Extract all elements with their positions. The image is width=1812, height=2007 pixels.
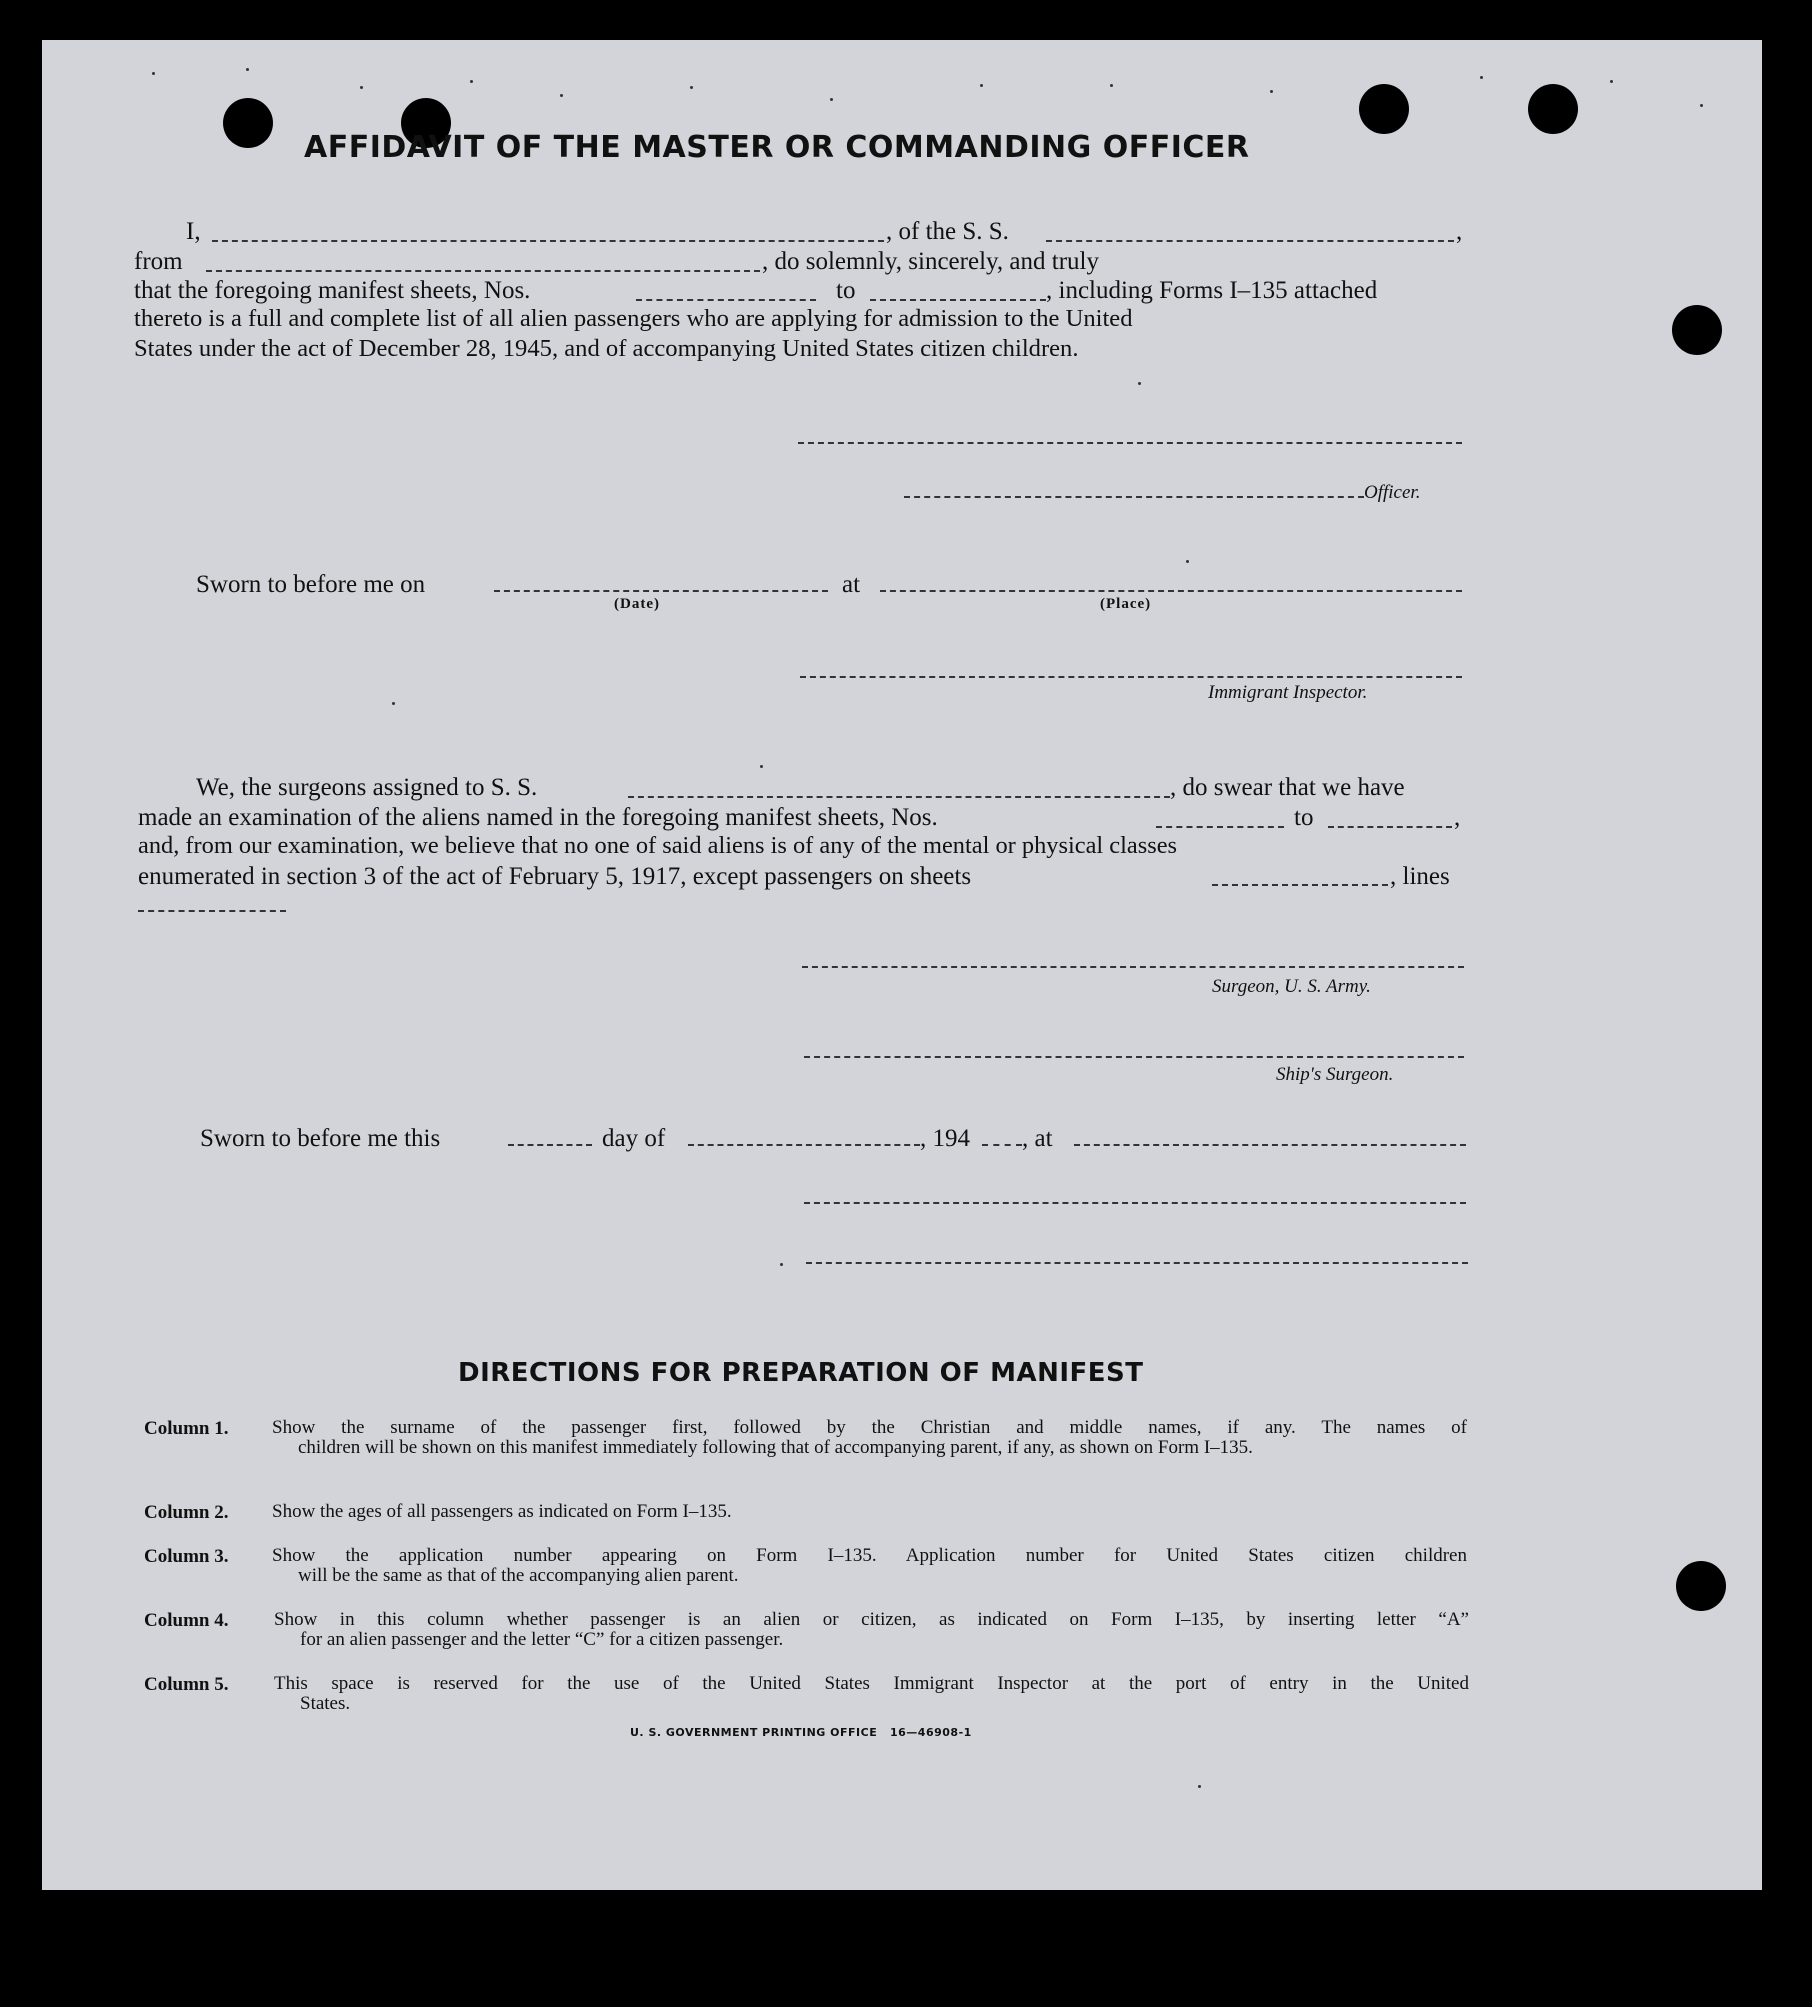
speck [830,98,833,101]
inspector-label: Immigrant Inspector. [1208,682,1368,703]
direction-column-label: Column 4. [144,1610,229,1631]
p1-line4: thereto is a full and complete list of all alien passengers who are applying for admission to the United [134,305,1133,332]
from-port-blank[interactable] [206,270,760,272]
speck [1198,1785,1201,1788]
speck [1270,90,1273,93]
army-surgeon-label: Surgeon, U. S. Army. [1212,976,1371,997]
speck [1700,104,1703,107]
army-surgeon-signature-line[interactable] [802,966,1464,968]
speck [1138,382,1141,385]
p1-i: I, [186,218,201,245]
punch-hole [1672,305,1722,355]
p1-of-ss: , of the S. S. [886,218,1009,245]
p1-line5: States under the act of December 28, 1945, and of accompanying United States citizen children. [134,335,1079,362]
sworn2-year-blank[interactable] [982,1144,1022,1146]
direction-continuation: for an alien passenger and the letter “C” for a citizen passenger. [300,1629,784,1650]
surg-l2a: made an examination of the aliens named in the foregoing manifest sheets, Nos. [138,804,938,831]
punch-hole [1359,84,1409,134]
speck [470,80,473,83]
except-sheets-blank[interactable] [1212,884,1388,886]
place-caption: (Place) [1100,596,1152,612]
ship-surgeon-label: Ship's Surgeon. [1276,1064,1394,1085]
surg-l2b: to [1294,804,1314,831]
master-signature-line[interactable] [798,442,1462,444]
direction-first-line: Show the ages of all passengers as indicated on Form I–135. [272,1501,732,1522]
speck [760,765,763,768]
direction-first-line: Show in this column whether passenger is an alien or citizen, as indicated on Form I–135, by inserting letter “A” [274,1609,1469,1630]
direction-column-text [272,1502,1467,1522]
sworn1-at: at [842,571,861,598]
inspector-signature-line[interactable] [800,676,1462,678]
sworn2-month-blank[interactable] [688,1144,920,1146]
punch-hole [1676,1561,1726,1611]
surg-l2c: , [1454,804,1461,831]
surg-l4a: enumerated in section 3 of the act of February 5, 1917, except passengers on sheets [138,863,972,890]
direction-column-text [272,1546,1467,1586]
speck [690,86,693,89]
sheets-from-blank[interactable] [636,299,816,301]
sworn-date-blank[interactable] [494,590,828,592]
surg-l1b: , do swear that we have [1170,774,1405,801]
officer-title-line[interactable] [904,496,1364,498]
direction-column-text [272,1418,1467,1458]
direction-column-label: Column 1. [144,1418,229,1439]
sworn2-day-blank[interactable] [508,1144,592,1146]
officer-label: Officer. [1364,482,1421,503]
sworn2-at: , at [1022,1125,1053,1152]
direction-column-text [274,1610,1469,1650]
surgeon-ship-blank[interactable] [628,796,1170,798]
speck [246,68,249,71]
direction-continuation: will be the same as that of the accompanying alien parent. [298,1565,739,1586]
sheets-to-blank[interactable] [870,299,1046,301]
sworn2-signature-line-1[interactable] [804,1202,1466,1204]
speck [780,1263,783,1266]
sworn-place-blank[interactable] [880,590,1462,592]
master-name-blank[interactable] [212,240,884,242]
surg-l4b: , lines [1390,863,1450,890]
speck [1110,84,1113,87]
direction-first-line: Show the surname of the passenger first, followed by the Christian and middle names, if any. The names of [272,1417,1467,1438]
sworn2-signature-line-2[interactable] [806,1262,1468,1264]
form-code: 16—46908-1 [890,1726,972,1739]
punch-hole [1528,84,1578,134]
surg-sheets-to-blank[interactable] [1328,826,1452,828]
speck [360,86,363,89]
p1-comma: , [1456,218,1463,245]
direction-continuation: children will be shown on this manifest immediately following that of accompanying parent, if any, as shown on Form I–135. [298,1437,1253,1458]
p1-that: that the foregoing manifest sheets, Nos. [134,277,531,304]
except-lines-blank[interactable] [138,910,286,912]
speck [1186,560,1189,563]
ship-surgeon-signature-line[interactable] [804,1056,1464,1058]
speck [560,94,563,97]
sworn1-text: Sworn to before me on [196,571,426,598]
direction-continuation: States. [300,1693,351,1714]
speck [1610,80,1613,83]
affidavit-title: AFFIDAVIT OF THE MASTER OR COMMANDING OFFICER [304,130,1250,165]
direction-column-label: Column 5. [144,1674,229,1695]
surg-l1a: We, the surgeons assigned to S. S. [196,774,538,801]
printer-imprint: U. S. GOVERNMENT PRINTING OFFICE [630,1726,878,1739]
speck [152,72,155,75]
ship-name-blank[interactable] [1046,240,1454,242]
p1-from: from [134,248,183,275]
punch-hole [223,98,273,148]
speck [392,702,395,705]
direction-column-label: Column 3. [144,1546,229,1567]
p1-to: to [836,277,856,304]
sworn2-year: , 194 [920,1125,970,1152]
direction-column-label: Column 2. [144,1502,229,1523]
directions-title: DIRECTIONS FOR PREPARATION OF MANIFEST [458,1358,1144,1388]
direction-first-line: This space is reserved for the use of the United States Immigrant Inspector at the port of entry in the United [274,1673,1469,1694]
p1-including: , including Forms I–135 attached [1046,277,1378,304]
speck [980,84,983,87]
sworn2-text: Sworn to before me this [200,1125,441,1152]
p1-do-solemnly: , do solemnly, sincerely, and truly [762,248,1099,275]
speck [1480,76,1483,79]
direction-first-line: Show the application number appearing on Form I–135. Application number for United States citizen children [272,1545,1467,1566]
sworn2-place-blank[interactable] [1074,1144,1466,1146]
direction-column-text [274,1674,1469,1714]
surg-l3: and, from our examination, we believe that no one of said aliens is of any of the mental or physical classes [138,832,1178,859]
surg-sheets-from-blank[interactable] [1156,826,1284,828]
sworn2-day-of: day of [602,1125,666,1152]
date-caption: (Date) [614,596,660,612]
